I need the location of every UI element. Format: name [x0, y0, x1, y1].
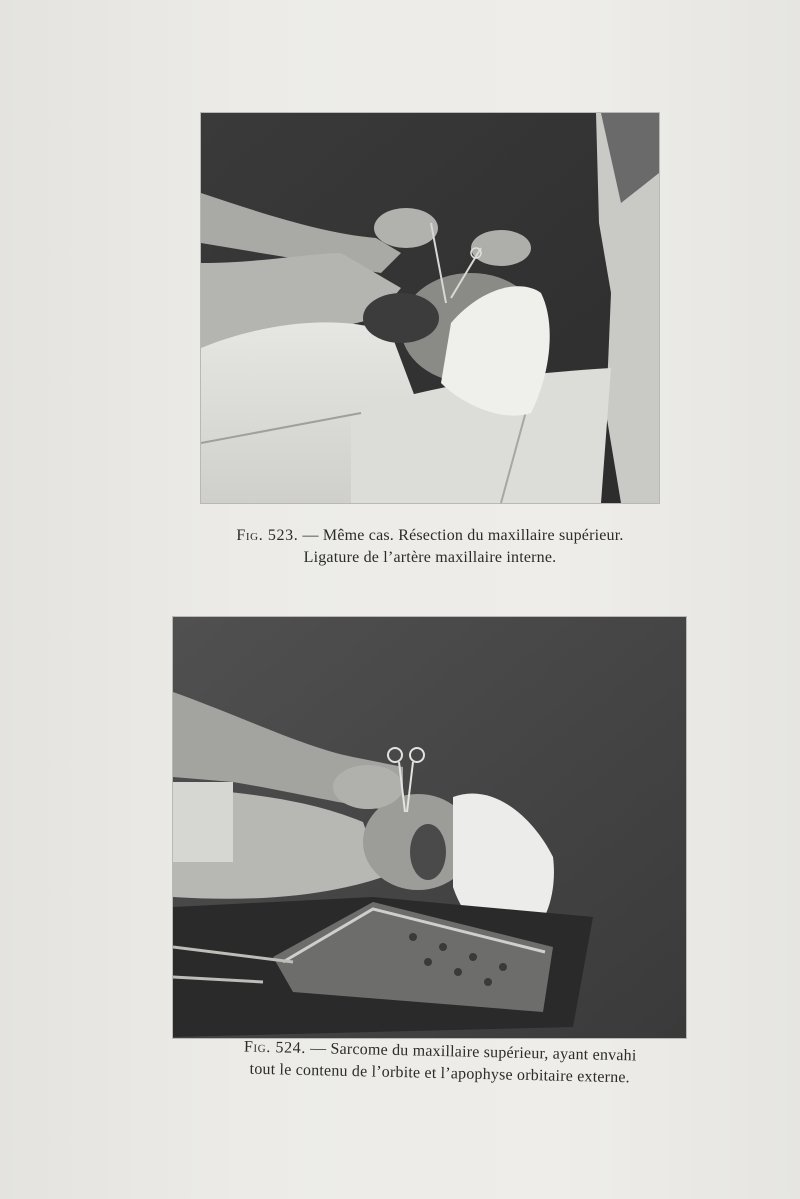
photograph-fig-524 — [173, 617, 686, 1038]
figure-label: Fig. 524. — [243, 1038, 307, 1057]
caption-fig-524 — [180, 1035, 701, 1091]
surgery-photo-523 — [201, 113, 659, 503]
caption-line-2: Ligature de l’artère maxillaire interne. — [303, 549, 557, 566]
figure-label: Fig. 523. — [236, 527, 299, 544]
caption-text: — Sarcome du maxillaire supérieur, ayant envahi — [309, 1040, 637, 1065]
caption-line-1 — [190, 525, 670, 547]
photograph-fig-523 — [201, 113, 659, 503]
caption-text: — Même cas. Résection du maxillaire supérieur. — [302, 527, 624, 544]
surgery-photo-524 — [173, 617, 686, 1038]
caption-line-2: tout le contenu de l’orbite et l’apophyse orbitaire externe. — [249, 1060, 631, 1087]
caption-fig-523 — [190, 525, 670, 569]
